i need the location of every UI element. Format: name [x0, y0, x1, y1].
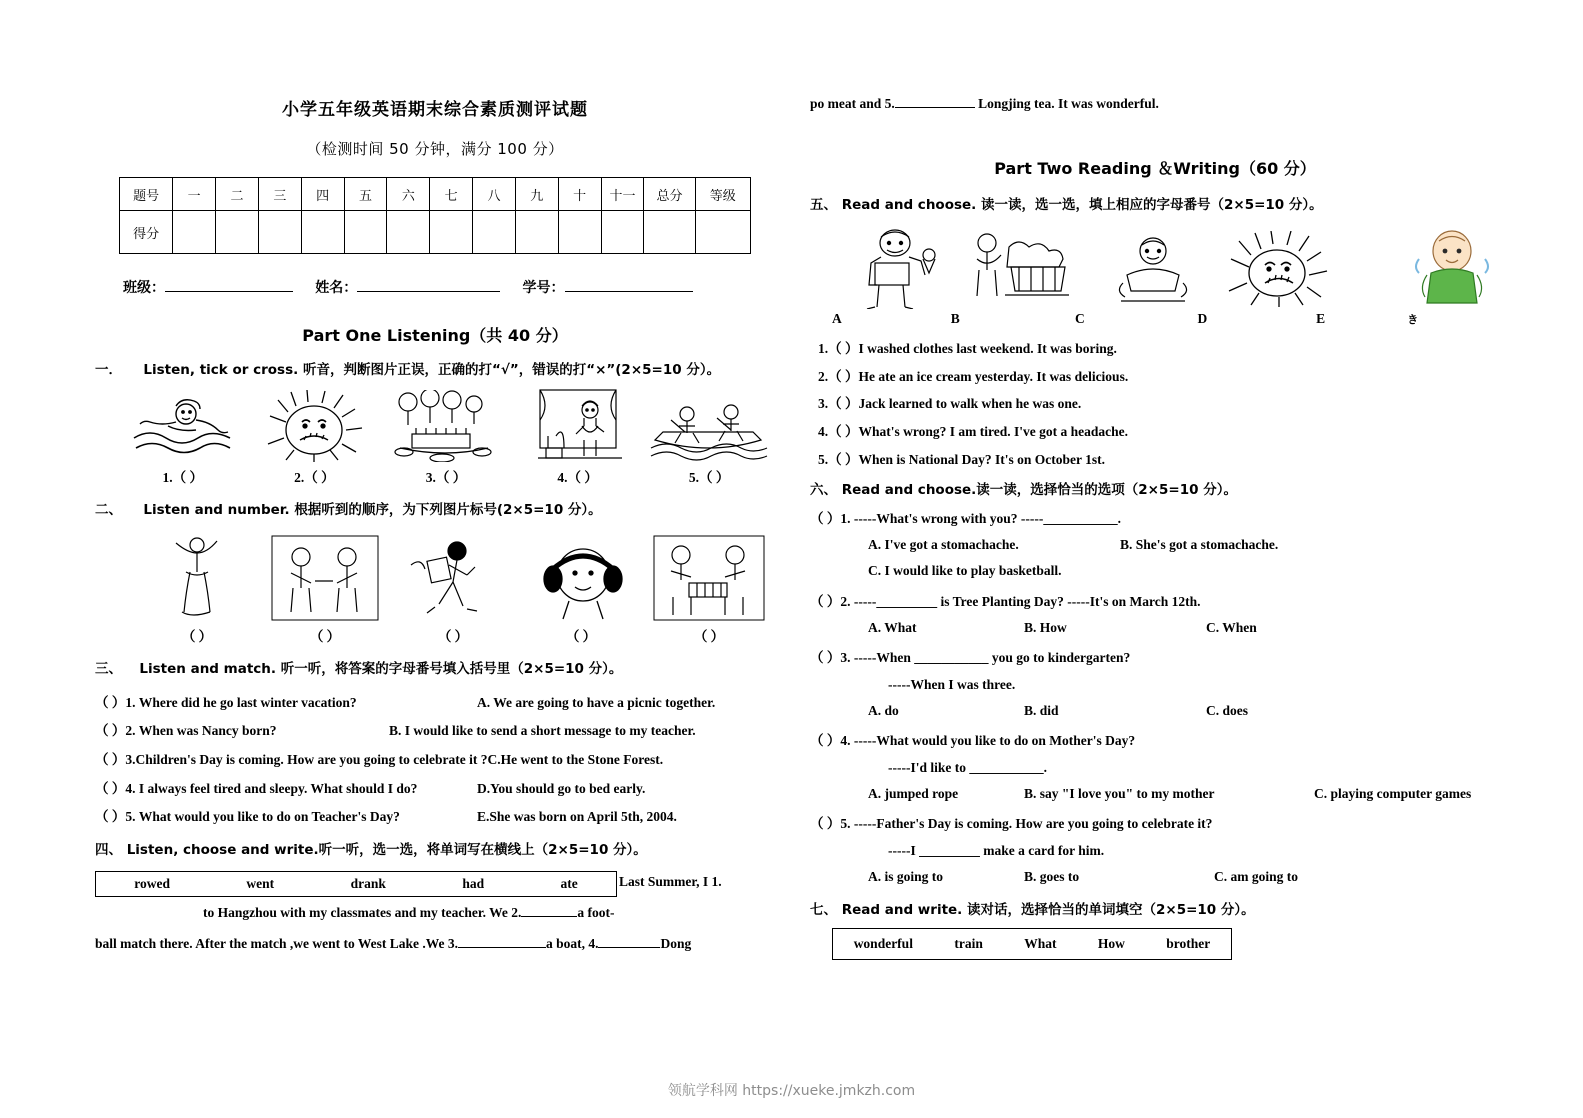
question-5-letter-d: D: [1197, 311, 1208, 327]
list-item[interactable]: 1.（ ）I washed clothes last weekend. It was boring.: [818, 341, 1117, 357]
question-4-cont-head: po meat and 5.: [810, 96, 895, 111]
question-5-letter-f: き: [1407, 314, 1419, 327]
question-5-letter-c: C: [1075, 311, 1085, 327]
score-table: [119, 177, 751, 254]
question-6-sub-5: -----I _________ make a card for him.: [888, 842, 1105, 858]
wordbank-word: train: [954, 936, 983, 952]
score-table-num-7: 八: [473, 178, 516, 211]
score-table-total: 总分: [644, 178, 695, 211]
question-6-items: [810, 506, 1500, 890]
option[interactable]: C. I would like to play basketball.: [868, 563, 1062, 579]
option[interactable]: C. does: [1206, 702, 1249, 718]
question-2-answer-3[interactable]: （ ）: [437, 628, 469, 644]
option[interactable]: C. am going to: [1214, 868, 1298, 884]
question-2-answer-2[interactable]: （ ）: [309, 628, 341, 644]
table-row-score: [120, 211, 751, 254]
question-4-cont-tail: Longjing tea. It was wonderful.: [978, 96, 1159, 111]
option[interactable]: B. She's got a stomachache.: [1120, 537, 1279, 553]
list-item[interactable]: [95, 717, 775, 746]
score-table-label-1: 题号: [120, 178, 173, 211]
question-1-label: 一．: [95, 362, 122, 378]
name-label: 姓名：: [315, 280, 358, 296]
question-6-options-4: [810, 781, 1500, 807]
watermark-credit: 领航学科网 https://xueke.jmkzh.com: [667, 1083, 916, 1099]
list-item[interactable]: [810, 728, 1500, 807]
question-4-para-line2: [95, 897, 775, 928]
score-table-num-4: 五: [344, 178, 387, 211]
question-4-line3-b: a boat, 4.: [545, 936, 599, 952]
score-table-num-0: 一: [173, 178, 216, 211]
question-2-prompt: [95, 500, 775, 520]
list-item[interactable]: 2.（ ）He ate an ice cream yesterday. It was delicious.: [818, 368, 1129, 384]
question-4-label: 四、: [95, 841, 122, 858]
image-listening-headphones: [517, 531, 645, 621]
score-cell[interactable]: [344, 211, 387, 254]
question-1-answer-3[interactable]: 3.（ ）: [425, 470, 467, 486]
list-item[interactable]: [810, 506, 1500, 585]
score-cell[interactable]: [644, 211, 695, 254]
score-table-num-5: 六: [387, 178, 430, 211]
image-washing-clothes: [961, 225, 1090, 309]
option[interactable]: B. say "I love you" to my mother: [1024, 785, 1215, 801]
question-3-label: 三、: [95, 660, 122, 677]
score-table-num-9: 十: [558, 178, 601, 211]
list-item[interactable]: [95, 746, 775, 775]
question-6-stem-3: （ ）3. -----When ___________ you go to kindergarten?: [810, 650, 1131, 666]
image-playing-chess: [645, 531, 773, 621]
score-table-num-3: 四: [301, 178, 344, 211]
question-1-answer-5[interactable]: 5.（ ）: [688, 470, 730, 486]
name-input[interactable]: [357, 276, 500, 292]
question-3-right-1: A. We are going to have a picnic together.: [477, 694, 716, 710]
page-subtitle: （检测时间 50 分钟，满分 100 分）: [306, 140, 564, 158]
question-6-stem-5: （ ）5. -----Father's Day is coming. How are you going to celebrate it?: [810, 816, 1213, 832]
option[interactable]: B. How: [1024, 620, 1067, 635]
image-boy-ice-cream: [838, 225, 961, 309]
option[interactable]: A. What: [868, 620, 917, 635]
question-1-prompt: [95, 360, 775, 380]
student-id-label: 学号：: [522, 280, 565, 296]
question-2-images: [95, 531, 775, 621]
question-5-items: [810, 335, 1500, 473]
question-6-options-5: [810, 864, 1500, 890]
question-2-answers: [95, 625, 775, 645]
question-2-answer-4[interactable]: （ ）: [565, 628, 597, 644]
question-6-options-2: [810, 615, 1500, 641]
score-table-num-2: 三: [258, 178, 301, 211]
option[interactable]: B. did: [1024, 702, 1059, 718]
question-3-right-3: C.He went to the Stone Forest.: [487, 751, 664, 767]
question-3-left-3: （ ）3.Children's Day is coming. How are you going to celebrate it ?: [95, 751, 488, 767]
score-cell[interactable]: [173, 211, 216, 254]
question-4-blank-5[interactable]: [895, 107, 975, 108]
question-6-sub-3: -----When I was three.: [888, 676, 1016, 692]
image-angry-face: [249, 390, 381, 462]
wordbank-word: had: [462, 876, 485, 892]
right-column: [810, 95, 1500, 960]
question-5-letter-e: E: [1316, 311, 1326, 327]
question-6-options-1: [810, 532, 1500, 558]
score-table-num-10: 十一: [601, 178, 644, 211]
question-2-text: Listen and number. 根据听到的顺序，为下列图片标号(2×5=10 分）。: [143, 502, 602, 519]
score-cell[interactable]: [558, 211, 601, 254]
option[interactable]: A. I've got a stomachache.: [868, 537, 1019, 553]
question-3-left-4: （ ）4. I always feel tired and sleepy. What should I do?: [95, 780, 418, 796]
question-4-blank-3[interactable]: [458, 947, 546, 948]
question-2-answer-1[interactable]: （ ）: [181, 628, 213, 644]
list-item[interactable]: [810, 645, 1500, 724]
question-2-label: 二、: [95, 502, 122, 519]
image-birthday-party: [380, 390, 512, 462]
question-7-label: 七、: [810, 902, 837, 919]
question-4-text: Listen, choose and write.听一听，选一选，将单词写在横线上（2×5=10 分）。: [126, 841, 647, 858]
wordbank-word: went: [246, 876, 275, 892]
score-table-num-1: 二: [216, 178, 259, 211]
score-table-label-2: 得分: [120, 211, 173, 254]
wordbank-word: What: [1024, 936, 1057, 952]
question-4-line3-a: ball match there. After the match ,we went to West Lake .We 3.: [95, 936, 458, 952]
question-5-images: [810, 225, 1500, 309]
question-5-letter-b: B: [950, 311, 960, 327]
score-table-num-8: 九: [515, 178, 558, 211]
question-7-prompt: [810, 900, 1500, 920]
score-cell[interactable]: [216, 211, 259, 254]
page-title: 小学五年级英语期末综合素质测评试题: [282, 100, 588, 120]
score-cell[interactable]: [387, 211, 430, 254]
class-label: 班级：: [123, 280, 165, 296]
question-1-answer-4[interactable]: 4.（ ）: [557, 470, 598, 486]
question-4-prompt: [95, 840, 775, 860]
question-5-letters: [810, 311, 1500, 327]
question-4-blank-4[interactable]: [598, 947, 660, 948]
question-6-options-1b: [810, 558, 1500, 584]
image-two-boys-shaking-hands: [261, 531, 389, 621]
list-item[interactable]: 3.（ ）Jack learned to walk when he was one.: [818, 396, 1082, 412]
question-4-wordbank: [95, 871, 617, 897]
question-4-para-line3: [95, 928, 775, 959]
score-cell[interactable]: [430, 211, 473, 254]
image-swimming: [117, 390, 249, 462]
list-item[interactable]: [810, 589, 1500, 642]
question-4-para-continued: [810, 95, 1500, 114]
score-table-grade: 等级: [695, 178, 750, 211]
class-input[interactable]: [165, 276, 293, 292]
image-ballet-dancer: [133, 531, 261, 621]
question-2-answer-5[interactable]: （ ）: [693, 628, 725, 644]
question-7-wordbank: [832, 928, 1232, 960]
question-5-text: Read and choose. 读一读，选一选，填上相应的字母番号（2×5=10 分）。: [841, 196, 1323, 213]
image-girl-plant: [512, 390, 644, 462]
list-item[interactable]: [95, 689, 775, 718]
score-cell[interactable]: [301, 211, 344, 254]
student-id-input[interactable]: [565, 276, 693, 292]
wordbank-word: brother: [1166, 936, 1211, 952]
image-hiking-backpack: [389, 531, 517, 621]
question-3-right-4: D.You should go to bed early.: [477, 780, 646, 796]
question-4-line2-tail: a foot-: [577, 905, 615, 921]
score-cell[interactable]: [515, 211, 558, 254]
list-item[interactable]: [95, 775, 775, 804]
question-1-images: [95, 390, 775, 462]
question-5-letter-a: A: [832, 311, 842, 327]
wordbank-word: ate: [560, 876, 578, 892]
question-1-answer-1[interactable]: 1.（ ）: [162, 470, 204, 486]
question-6-sub-4: -----I'd like to ___________.: [888, 759, 1047, 775]
list-item[interactable]: 4.（ ）What's wrong? I am tired. I've got a headache.: [818, 424, 1128, 440]
option[interactable]: A. is going to: [868, 868, 944, 884]
score-cell[interactable]: [601, 211, 644, 254]
image-spacer: [1339, 225, 1404, 309]
question-3-right-5: E.She was born on April 5th, 2004.: [477, 809, 677, 825]
question-6-stem-2: （ ）2. -----_________ is Tree Planting Day? -----It's on March 12th.: [810, 593, 1201, 609]
question-6-label: 六、: [810, 481, 837, 498]
question-6-options-3: [810, 698, 1500, 724]
list-item[interactable]: [95, 803, 775, 832]
question-1-answers: [95, 466, 775, 486]
question-6-text: Read and choose.读一读，选择恰当的选项（2×5=10 分）。: [841, 481, 1237, 498]
option[interactable]: C. When: [1206, 620, 1257, 635]
list-item[interactable]: 5.（ ）When is National Day? It's on October 1st.: [818, 451, 1106, 467]
question-5-prompt: [810, 195, 1500, 215]
wordbank-word: drank: [350, 876, 386, 892]
question-3-left-2: （ ）2. When was Nancy born?: [95, 723, 277, 739]
question-3-left-1: （ ）1. Where did he go last winter vacation?: [95, 694, 357, 710]
option[interactable]: A. jumped rope: [868, 785, 959, 801]
image-baby-green-shirt: [1404, 225, 1500, 309]
left-column: [95, 95, 775, 959]
image-rowing-boat: [643, 390, 775, 462]
question-6-stem-4: （ ）4. -----What would you like to do on Mother's Day?: [810, 733, 1136, 749]
question-3-left-5: （ ）5. What would you like to do on Teacher's Day?: [95, 809, 400, 825]
wordbank-word: wonderful: [853, 936, 913, 952]
student-fields: [95, 276, 775, 297]
question-4-para-line1: Last Summer, I 1.: [619, 874, 722, 890]
option[interactable]: C. playing computer games: [1314, 785, 1472, 801]
question-1-text: Listen, tick or cross. 听音，判断图片正误，正确的打“√”，错误的打“×”(2×5=10 分）。: [143, 362, 721, 378]
score-cell[interactable]: [473, 211, 516, 254]
question-7-text: Read and write. 读对话，选择恰当的单词填空（2×5=10 分）。: [841, 902, 1255, 919]
list-item[interactable]: [810, 811, 1500, 890]
question-5-label: 五、: [810, 196, 837, 213]
question-4-line3-c: Dong: [660, 936, 692, 952]
score-cell[interactable]: [695, 211, 750, 254]
part-two-heading: Part Two Reading ＆Writing（60 分）: [994, 158, 1316, 178]
question-4-blank-2[interactable]: [521, 916, 577, 917]
table-row-header: [120, 178, 751, 211]
image-baby-learning-to-walk: [1089, 225, 1216, 309]
question-6-prompt: [810, 480, 1500, 500]
question-3-right-2: B. I would like to send a short message to my teacher.: [389, 723, 696, 739]
image-headache-face: [1216, 225, 1339, 309]
question-3-text: Listen and match. 听一听，将答案的字母番号填入括号里（2×5=10 分）。: [139, 660, 623, 677]
question-6-stem-1: （ ）1. -----What's wrong with you? -----___________.: [810, 510, 1121, 526]
question-4-line2-text: to Hangzhou with my classmates and my teacher. We 2.: [203, 905, 522, 921]
question-1-answer-2[interactable]: 2.（ ）: [294, 470, 335, 486]
question-3-prompt: [95, 659, 775, 679]
question-3-items: [95, 689, 775, 832]
wordbank-word: rowed: [134, 876, 170, 892]
part-one-heading: Part One Listening（共 40 分）: [302, 326, 568, 345]
score-cell[interactable]: [258, 211, 301, 254]
wordbank-word: How: [1097, 936, 1125, 952]
option[interactable]: B. goes to: [1024, 868, 1080, 884]
score-table-num-6: 七: [430, 178, 473, 211]
option[interactable]: A. do: [868, 702, 899, 718]
